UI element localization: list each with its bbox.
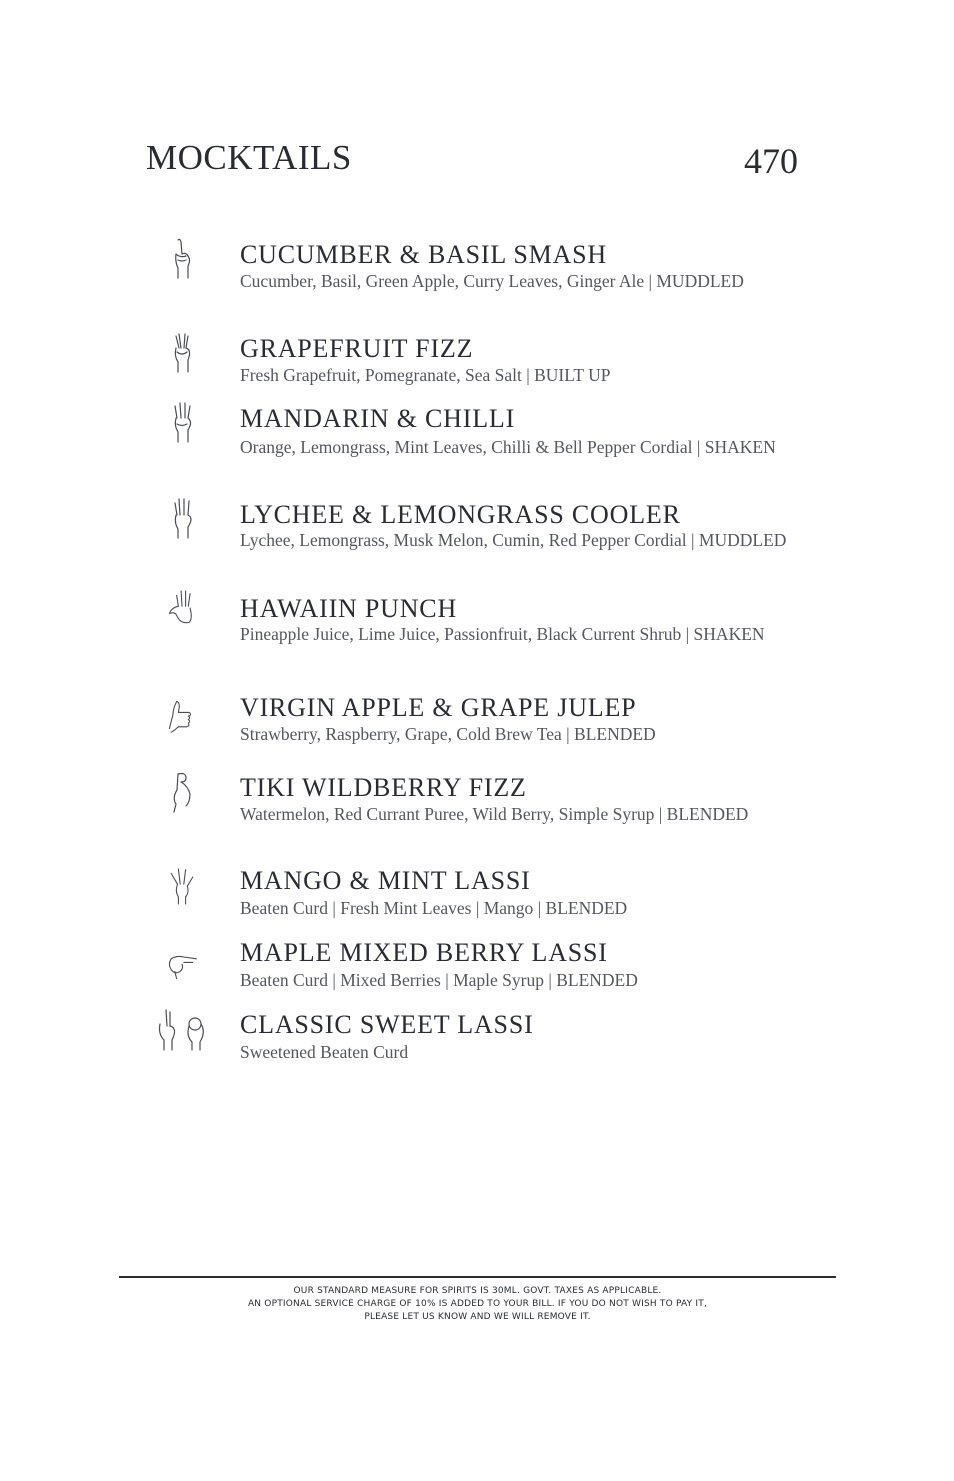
item-name: GRAPEFRUIT FIZZ bbox=[240, 334, 474, 363]
item-name: MANDARIN & CHILLI bbox=[240, 404, 516, 433]
item-name: TIKI WILDBERRY FIZZ bbox=[240, 773, 527, 802]
three-spread-fingers-hand-icon bbox=[164, 864, 200, 908]
footer-line-2: AN OPTIONAL SERVICE CHARGE OF 10% IS ADDED TO YOUR BILL. IF YOU DO NOT WISH TO PAY IT, bbox=[247, 1299, 708, 1309]
three-fingers-hand-icon bbox=[166, 400, 202, 444]
footer-line-1: OUR STANDARD MEASURE FOR SPIRITS IS 30ML. GOVT. TAXES AS APPLICABLE. bbox=[293, 1286, 662, 1296]
footer-divider bbox=[119, 1276, 836, 1278]
item-description: Cucumber, Basil, Green Apple, Curry Leaves, Ginger Ale | MUDDLED bbox=[240, 271, 744, 291]
open-hand-icon bbox=[164, 586, 200, 630]
item-description: Fresh Grapefruit, Pomegranate, Sea Salt | BUILT UP bbox=[240, 365, 611, 385]
item-description: Watermelon, Red Currant Puree, Wild Berry, Simple Syrup | BLENDED bbox=[240, 804, 749, 824]
item-description: Sweetened Beaten Curd bbox=[240, 1042, 409, 1062]
hooked-finger-hand-icon bbox=[166, 770, 202, 814]
item-name: CUCUMBER & BASIL SMASH bbox=[240, 240, 607, 269]
footer-notice bbox=[119, 1285, 836, 1324]
item-name: MAPLE MIXED BERRY LASSI bbox=[240, 938, 608, 967]
two-hands-icon bbox=[154, 1006, 214, 1052]
section-title: MOCKTAILS bbox=[146, 138, 352, 177]
two-fingers-hand-icon bbox=[166, 330, 202, 374]
footer-line-3: PLEASE LET US KNOW AND WE WILL REMOVE IT. bbox=[364, 1312, 591, 1322]
item-name: MANGO & MINT LASSI bbox=[240, 866, 531, 895]
item-description: Beaten Curd | Mixed Berries | Maple Syrup | BLENDED bbox=[240, 970, 638, 990]
item-description: Beaten Curd | Fresh Mint Leaves | Mango | BLENDED bbox=[240, 898, 628, 918]
section-price: 470 bbox=[744, 141, 798, 181]
item-name: LYCHEE & LEMONGRASS COOLER bbox=[240, 500, 681, 529]
item-name: CLASSIC SWEET LASSI bbox=[240, 1010, 534, 1039]
item-name: VIRGIN APPLE & GRAPE JULEP bbox=[240, 693, 637, 722]
item-description: Orange, Lemongrass, Mint Leaves, Chilli & Bell Pepper Cordial | SHAKEN bbox=[240, 437, 776, 457]
item-description: Pineapple Juice, Lime Juice, Passionfruit, Black Current Shrub | SHAKEN bbox=[240, 624, 765, 644]
item-name: HAWAIIN PUNCH bbox=[240, 594, 458, 623]
item-description: Strawberry, Raspberry, Grape, Cold Brew Tea | BLENDED bbox=[240, 724, 656, 744]
item-description: Lychee, Lemongrass, Musk Melon, Cumin, Red Pepper Cordial | MUDDLED bbox=[240, 530, 787, 550]
four-fingers-hand-icon bbox=[166, 496, 202, 540]
thumb-hand-icon bbox=[164, 694, 200, 738]
pointing-hand-icon bbox=[164, 944, 200, 988]
one-finger-hand-icon bbox=[166, 236, 202, 280]
